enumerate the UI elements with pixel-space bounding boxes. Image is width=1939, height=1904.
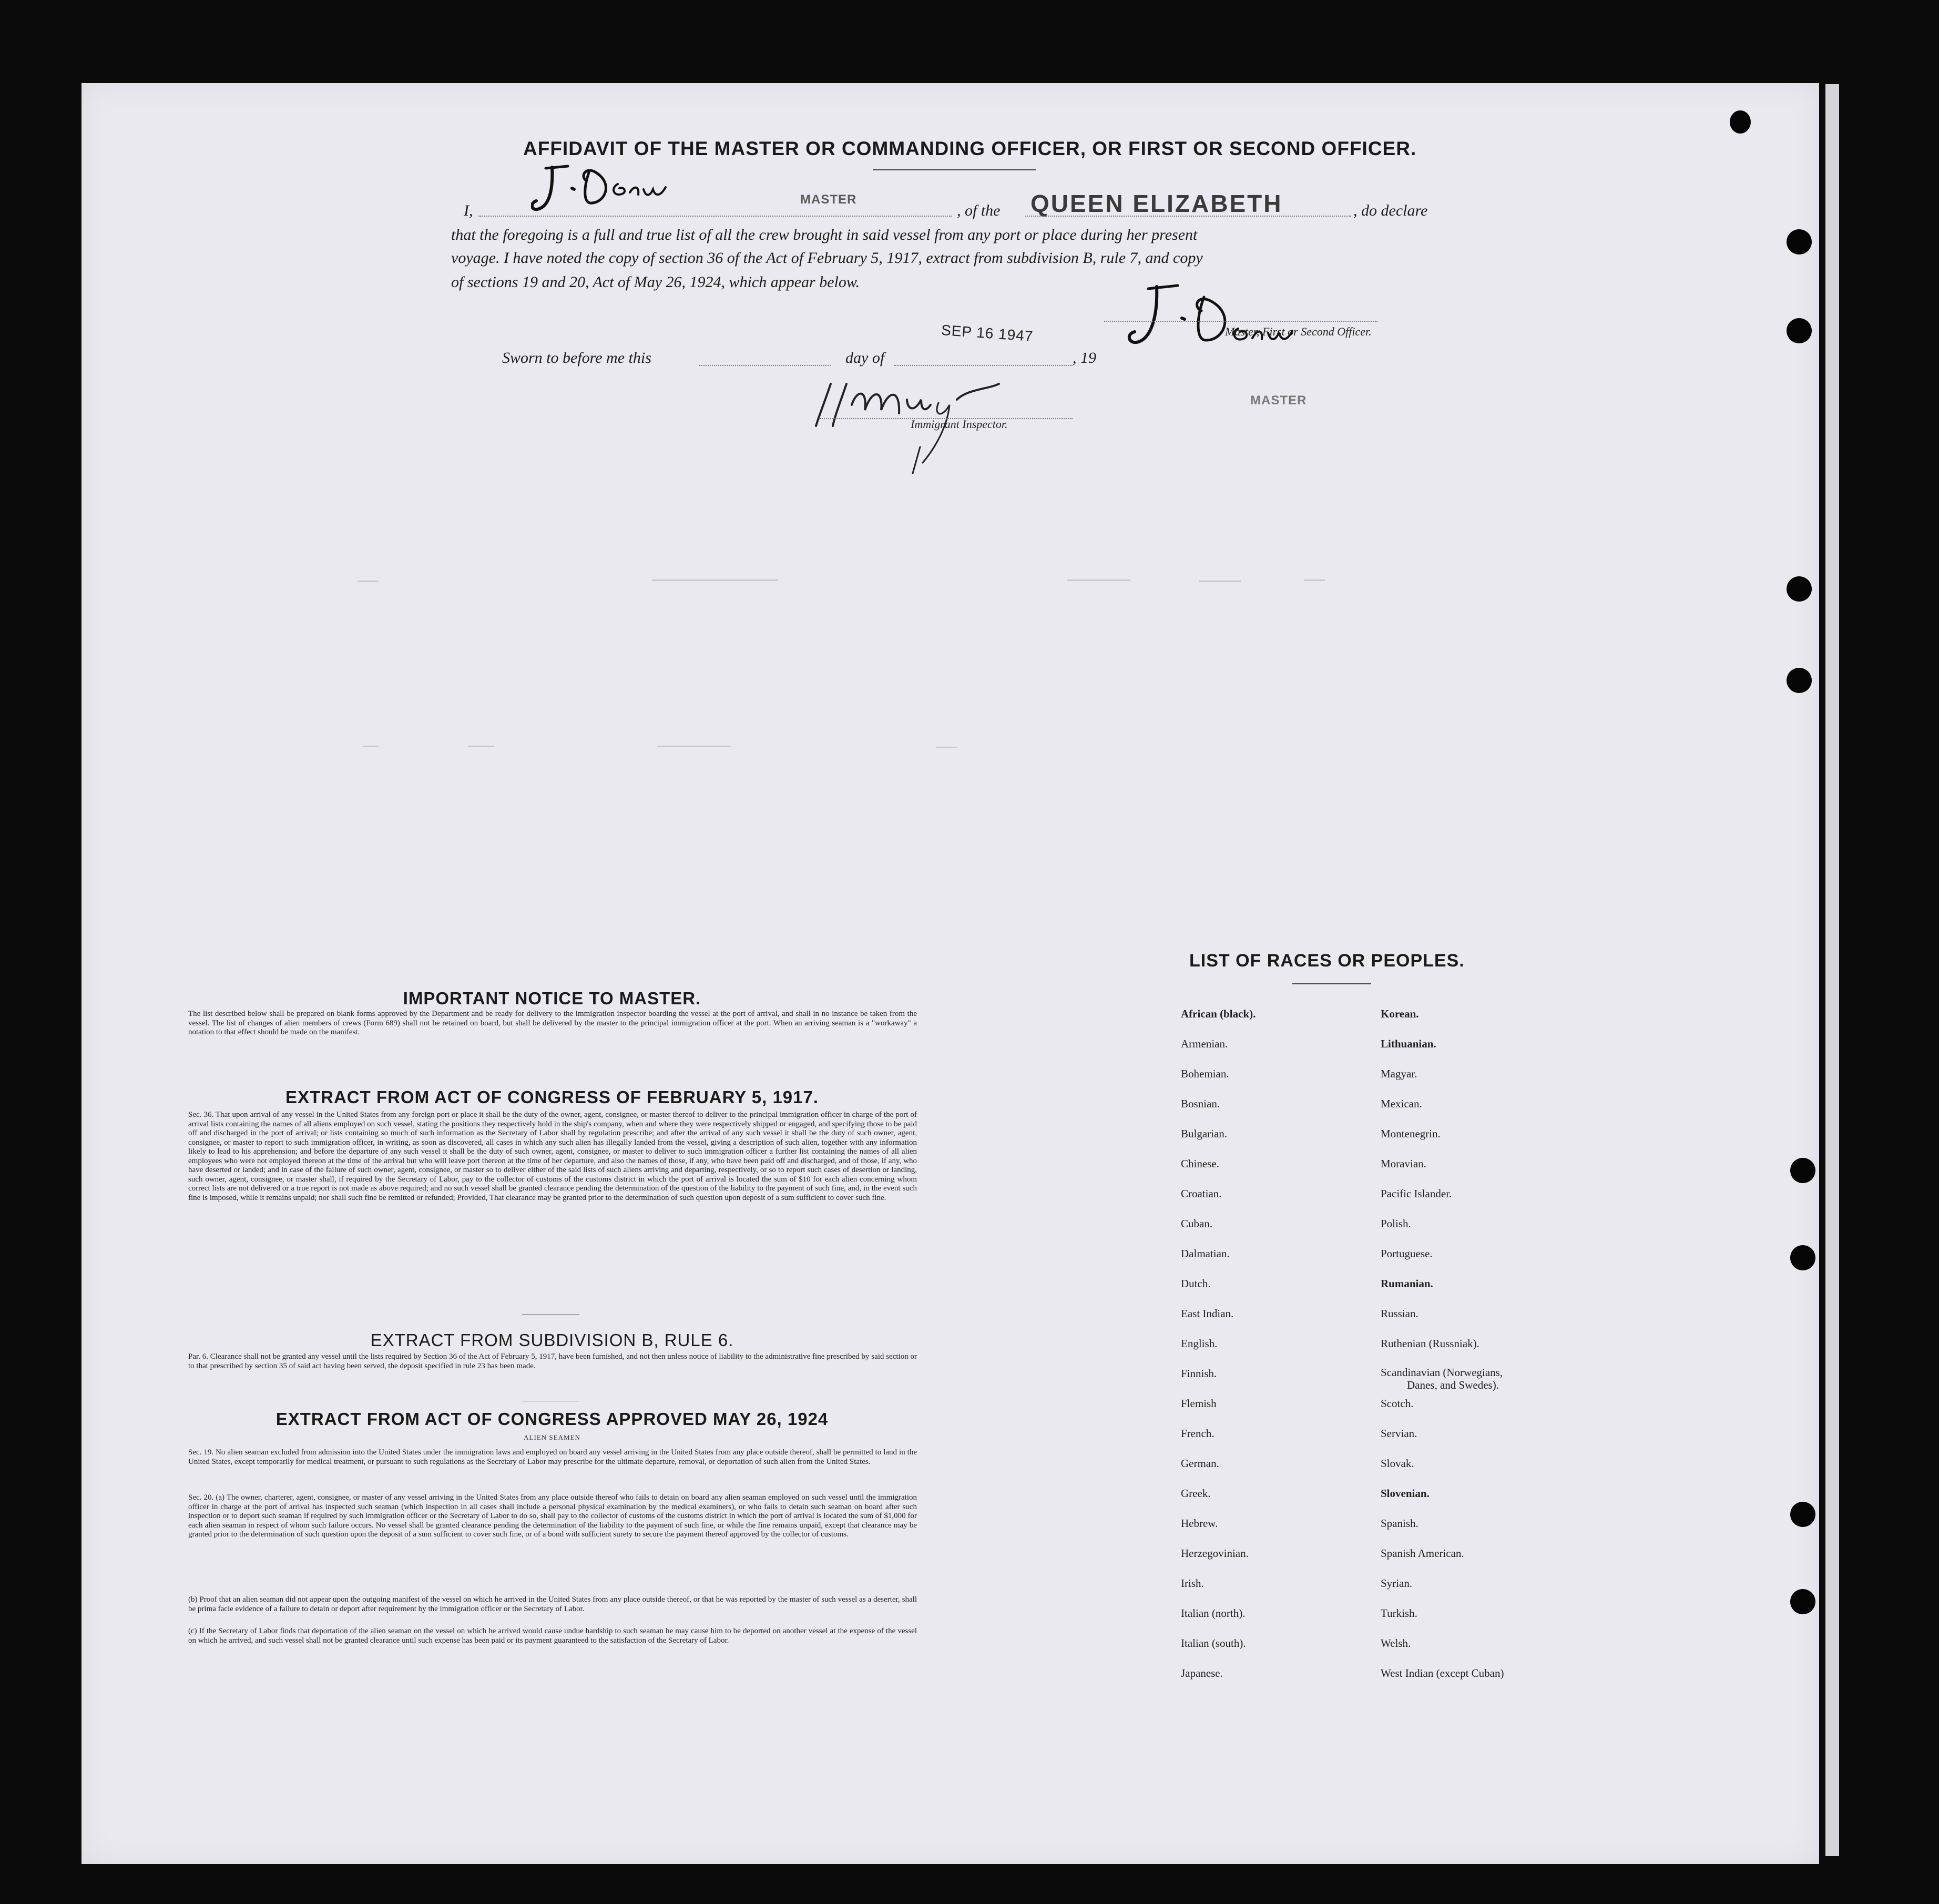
race-left: Bosnian. <box>1181 1097 1220 1110</box>
of-the-text: , of the <box>957 202 1001 219</box>
extract-1924-sec19: Sec. 19. No alien seaman excluded from admission into the United States under the immigration laws and employed on board any vessel arriving in the United States from any place outside thereof, shall be permitted to land in the United States, except temporarily for medical treatment, or pursuant to such regulations as the Secretary of Labor may prescribe for the ultimate departure, removal, or deportation of such alien from the United States. <box>188 1448 917 1466</box>
bleed-mark <box>1199 581 1241 582</box>
punch-hole <box>1787 229 1812 254</box>
race-right: Turkish. <box>1381 1607 1417 1620</box>
master-signature <box>531 157 673 220</box>
punch-hole <box>1787 668 1812 693</box>
affidavit-line-4: of sections 19 and 20, Act of May 26, 1924, which appear below. <box>451 273 860 291</box>
punch-hole <box>1730 110 1751 134</box>
punch-hole <box>1787 318 1812 343</box>
punch-hole <box>1790 1502 1815 1527</box>
alien-seamen-subtitle: ALIEN SEAMEN <box>524 1433 580 1441</box>
master-stamp: MASTER <box>800 192 857 207</box>
race-right: Syrian. <box>1381 1577 1413 1590</box>
extract-1924-title: EXTRACT FROM ACT OF CONGRESS APPROVED MAY 26, 1924 <box>275 1409 829 1429</box>
race-right: West Indian (except Cuban) <box>1381 1667 1504 1679</box>
race-left: Hebrew. <box>1181 1517 1218 1530</box>
officer-caption: Master, First or Second Officer. <box>1225 325 1372 338</box>
bleed-mark <box>652 579 778 581</box>
race-right: Mexican. <box>1381 1097 1422 1110</box>
extract-1924-sec20c: (c) If the Secretary of Labor finds that deportation of the alien seaman on the vessel on which he arrived would cause undue hardship to such seaman he may cause him to be deported on another vessel at the expense of the vessel on which he arrived, and such vessel shall not be granted clearance until such expense has been paid or its payment guaranteed to the satisfaction of the Secretary of Labor. <box>188 1627 917 1645</box>
race-left: Greek. <box>1181 1487 1211 1500</box>
race-right: Rumanian. <box>1381 1277 1433 1290</box>
race-left: French. <box>1181 1427 1215 1440</box>
vessel-line <box>1025 216 1351 217</box>
bleed-mark <box>363 746 379 747</box>
race-left: Chinese. <box>1181 1157 1219 1170</box>
affidavit-line-3: voyage. I have noted the copy of section 36 of the Act of February 5, 1917, extract from subdivision B, rule 7, and copy <box>451 249 1203 267</box>
race-left: Dalmatian. <box>1181 1247 1230 1260</box>
affidavit-line-2: that the foregoing is a full and true list of all the crew brought in said vessel from any port or place during her present <box>451 226 1198 243</box>
race-right: Moravian. <box>1381 1157 1426 1170</box>
extract-1924-sec20a: Sec. 20. (a) The owner, charterer, agent, consignee, or master of any vessel arriving in the United States from any place outside thereof who fails to detain on board any alien seaman employed on such vessel until the immigration officer in charge at the port of arrival has inspected such seaman (which inspection in all cases shall include a personal physical examination by the medical examiners), or who fails to detain such seaman on board after such inspection or to deport such seaman if required by such immigration officer or the Secretary of Labor to do so, shall pay to the collector of customs of the customs district in which the port of arrival is located the sum of $1,000 for each alien seaman in respect of whom such failure occurs. No vessel shall be granted clearance pending the determination of the liability to the payment of such fine, or while the fine remains unpaid, except that clearance may be granted prior to the determination of such question upon the deposit of a sum sufficient to cover such fine, or of a bond with sufficient surety to secure the payment thereof approved by the collector of customs. <box>188 1493 917 1539</box>
races-title-rule <box>1292 983 1371 984</box>
race-left: Japanese. <box>1181 1667 1223 1679</box>
officer-line <box>1104 321 1377 322</box>
master-stamp-2: MASTER <box>1250 393 1307 408</box>
vessel-name-stamp: QUEEN ELIZABETH <box>1030 190 1283 217</box>
race-left: African (black). <box>1181 1007 1256 1020</box>
race-left: Croatian. <box>1181 1187 1222 1200</box>
extract-1917-title: EXTRACT FROM ACT OF CONGRESS OF FEBRUARY 5, 1917. <box>285 1087 819 1107</box>
punch-hole <box>1787 576 1812 602</box>
race-right-continued: Danes, and Swedes). <box>1407 1379 1499 1391</box>
bleed-mark <box>358 581 379 582</box>
race-left: East Indian. <box>1181 1307 1234 1320</box>
date-stamp: SEP 16 1947 <box>941 321 1034 345</box>
race-right: Korean. <box>1381 1007 1419 1020</box>
races-title: LIST OF RACES OR PEOPLES. <box>1189 951 1465 971</box>
race-left: English. <box>1181 1337 1218 1350</box>
extract-1917-text: Sec. 36. That upon arrival of any vessel in the United States from any foreign port or place it shall be the duty of the owner, agent, consignee, or master thereof to deliver to the principal immigration officer in charge of the port of arrival lists containing the names of all aliens employed on such vessel, stating the positions they respectively hold in the ship's company, when and where they were respectively shipped or engaged, and specifying those to be paid off and discharged in the port of arrival; or lists containing so much of such information as the Secretary of Labor shall by regulation prescribe; and after the arrival of any such vessel it shall be the duty of such owner, agent, consignee, or master to report to such immigration officer, in writing, as soon as discovered, all cases in which any such alien has illegally landed from the vessel, giving a description of such alien, together with any information likely to lead to his apprehension; and before the departure of any such vessel it shall be the duty of such owner, agent, consignee, or master to deliver to such immigration officer a further list containing the names of all alien employees who were not employed thereon at the time of the arrival but who will leave port thereon at the time of her departure, and also the names of those, if any, who have been paid off and discharged, and of those, if any, who have deserted or landed; and in case of the failure of such owner, agent, consignee, or master so to deliver either of the said lists of such aliens arriving and departing, respectively, or so to report such cases of desertion or landing, such owner, agent, consignee, or master shall, if required by the Secretary of Labor, pay to the collector of customs of the customs district in which the port of arrival is located the sum of $10 for each alien concerning whom correct lists are not delivered or a true report is not made as above required; and no such vessel shall be granted clearance pending the determination of the question of the liability to the payment of such fine, and, in the event such fine is imposed, while it remains unpaid; nor shall such fine be remitted or refunded; Provided, That clearance may be granted prior to the determination of such question upon deposit of a sum sufficient to cover such fine. <box>188 1111 917 1202</box>
race-right: Lithuanian. <box>1381 1037 1436 1050</box>
subdiv-b-title: EXTRACT FROM SUBDIVISION B, RULE 6. <box>370 1330 734 1350</box>
race-left: Bohemian. <box>1181 1067 1229 1080</box>
race-right: Polish. <box>1381 1217 1411 1230</box>
subdiv-b-text: Par. 6. Clearance shall not be granted any vessel until the lists required by Section 36 of the Act of February 5, 1917, have been furnished, and not then unless notice of liability to the administrative fine prescribed by said section or to that prescribed by section 35 of said act having been served, the deposit specified in rule 23 has been made. <box>188 1352 917 1370</box>
punch-hole <box>1790 1245 1815 1270</box>
race-right: Pacific Islander. <box>1381 1187 1452 1200</box>
name-line <box>478 216 952 217</box>
year-text: , 19 <box>1073 349 1096 366</box>
race-right: Scandinavian (Norwegians, <box>1381 1366 1503 1379</box>
day-of-text: day of <box>845 349 885 366</box>
race-left: German. <box>1181 1457 1219 1470</box>
race-left: Armenian. <box>1181 1037 1228 1050</box>
affidavit-title: AFFIDAVIT OF THE MASTER OR COMMANDING OFFICER, OR FIRST OR SECOND OFFICER. <box>523 138 1417 159</box>
notice-title: IMPORTANT NOTICE TO MASTER. <box>403 989 701 1008</box>
race-left: Bulgarian. <box>1181 1127 1228 1140</box>
do-declare-text: , do declare <box>1353 202 1428 219</box>
race-left: Italian (south). <box>1181 1637 1246 1650</box>
punch-hole <box>1790 1158 1815 1183</box>
affidavit-i: I, <box>464 202 473 219</box>
race-left: Finnish. <box>1181 1367 1217 1380</box>
race-right: Slovak. <box>1381 1457 1414 1470</box>
race-right: Spanish American. <box>1381 1547 1464 1560</box>
sheet-edge <box>1825 84 1839 1856</box>
extract-1924-sec20b: (b) Proof that an alien seaman did not appear upon the outgoing manifest of the vessel on which he arrived in the United States from any place outside thereof, or that he was reported by the master of such vessel as a deserter, shall be prima facie evidence of a failure to detain or deport after requirement by the immigration officer or the Secretary of Labor. <box>188 1595 917 1613</box>
race-right: Ruthenian (Russniak). <box>1381 1337 1479 1350</box>
notice-text: The list described below shall be prepared on blank forms approved by the Department and be ready for delivery to the immigration inspector boarding the vessel at the port of arrival, and shall in no instance be taken from the vessel. The list of changes of alien members of crews (Form 689) shall not be retained on board, but shall be delivered by the master to the principal immigration officer at the port. When an arriving seaman is a "workaway" a notation to that effect should be made on the manifest. <box>188 1010 917 1036</box>
race-right: Servian. <box>1381 1427 1417 1440</box>
bleed-mark <box>1067 579 1130 581</box>
month-line <box>894 365 1073 366</box>
bleed-mark <box>657 746 731 747</box>
inspector-caption: Immigrant Inspector. <box>911 418 1008 431</box>
bleed-mark <box>468 746 494 747</box>
race-right: Montenegrin. <box>1381 1127 1441 1140</box>
race-left: Herzegovinian. <box>1181 1547 1249 1560</box>
day-line <box>699 365 831 366</box>
race-left: Irish. <box>1181 1577 1204 1590</box>
race-right: Spanish. <box>1381 1517 1418 1530</box>
race-right: Portuguese. <box>1381 1247 1433 1260</box>
race-left: Italian (north). <box>1181 1607 1246 1620</box>
race-right: Slovenian. <box>1381 1487 1430 1500</box>
bleed-mark <box>936 747 957 748</box>
race-right: Magyar. <box>1381 1067 1417 1080</box>
race-right: Welsh. <box>1381 1637 1411 1650</box>
officer-signature <box>1125 281 1325 365</box>
bleed-mark <box>1304 579 1325 581</box>
sworn-text: Sworn to before me this <box>502 349 651 366</box>
title-rule <box>873 169 1036 170</box>
race-left: Flemish <box>1181 1397 1217 1410</box>
race-right: Russian. <box>1381 1307 1418 1320</box>
punch-hole <box>1790 1589 1815 1614</box>
race-right: Scotch. <box>1381 1397 1414 1410</box>
race-left: Cuban. <box>1181 1217 1213 1230</box>
race-left: Dutch. <box>1181 1277 1211 1290</box>
